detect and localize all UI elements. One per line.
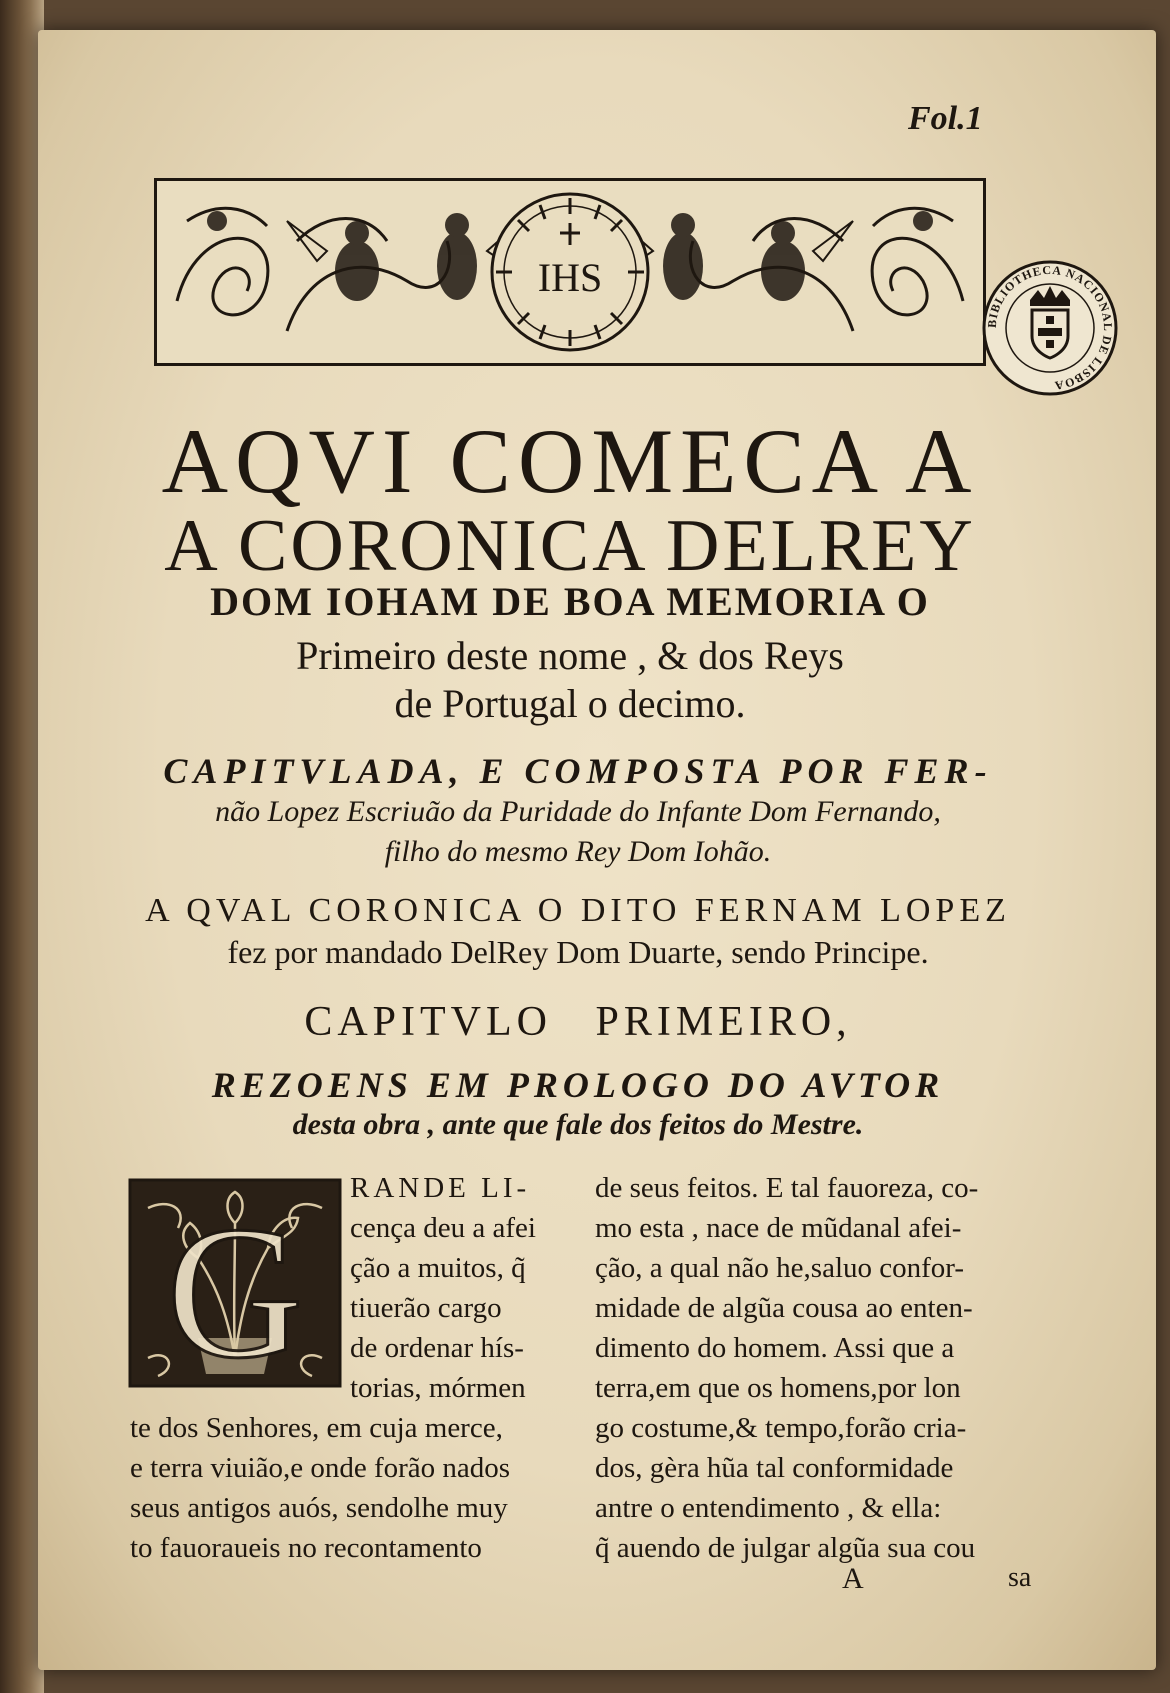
left-col-line-10: to fauoraueis no recontamento <box>130 1532 482 1564</box>
right-col-line-6: terra,em que os homens,por lon <box>595 1372 961 1404</box>
catchword: sa <box>1008 1562 1032 1593</box>
note-line-2: fez por mandado DelRey Dom Duarte, sendo Principe. <box>227 934 929 970</box>
right-col-line-4: midade de algũa cousa ao enten- <box>595 1292 973 1324</box>
left-col-line-2: cença deu a afei <box>350 1212 536 1244</box>
initial-letter: G <box>166 1188 304 1388</box>
right-col-line-10: q̃ auendo de julgar algũa sua cou <box>595 1532 976 1564</box>
signature-mark: A <box>842 1562 864 1595</box>
right-col-line-9: antre o entendimento , & ella: <box>595 1492 942 1524</box>
title-line-3: DOM IOHAM DE BOA MEMORIA O <box>210 579 930 624</box>
left-col-line-4: tiuerão cargo <box>350 1292 502 1324</box>
title-line-2: A CORONICA DELREY <box>164 505 976 587</box>
left-col-line-1: RANDE LI- <box>350 1172 531 1204</box>
right-col-line-8: dos, gèra hũa tal conformidade <box>595 1452 954 1484</box>
chapter-subtitle-2: desta obra , ante que fale dos feitos do Mestre. <box>292 1108 864 1141</box>
chapter-heading: CAPITVLO PRIMEIRO, <box>304 999 852 1045</box>
title-line-1: AQVI COMECA A <box>161 410 979 512</box>
left-col-line-5: de ordenar hís- <box>350 1332 524 1364</box>
right-col-line-7: go costume,& tempo,forão cria- <box>595 1412 967 1444</box>
title-line-5: de Portugal o decimo. <box>394 681 746 726</box>
credit-line-1: CAPITVLADA, E COMPOSTA POR FER- <box>163 751 993 791</box>
stamp-text: BIBLIOTHECA NACIONAL DE LISBOA <box>984 262 1116 393</box>
left-col-line-7: te dos Senhores, em cuja merce, <box>130 1412 503 1444</box>
library-stamp <box>980 258 1120 398</box>
left-col-line-8: e terra viuião,e onde forão nados <box>130 1452 511 1484</box>
right-col-line-2: mo esta , nace de mũdanal afei- <box>595 1212 962 1244</box>
credit-line-3: filho do mesmo Rey Dom Iohão. <box>384 835 772 868</box>
chapter-subtitle-1: REZOENS EM PROLOGO DO AVTOR <box>211 1065 945 1105</box>
decorated-initial <box>128 1178 342 1388</box>
right-col-line-3: ção, a qual não he,saluo confor- <box>595 1252 965 1284</box>
ornamental-headpiece <box>154 178 986 366</box>
folio-number: Fol.1 <box>908 100 983 137</box>
left-col-line-6: torias, mórmen <box>350 1372 526 1404</box>
credit-line-2: não Lopez Escriuão da Puridade do Infante Dom Fernando, <box>215 795 941 828</box>
left-col-line-3: ção a muitos, q̃ <box>350 1252 526 1284</box>
right-col-line-1: de seus feitos. E tal fauoreza, co- <box>595 1172 979 1204</box>
title-line-4: Primeiro deste nome , & dos Reys <box>296 633 844 678</box>
right-col-line-5: dimento do homem. Assi que a <box>595 1332 955 1364</box>
left-col-line-9: seus antigos auós, sendolhe muy <box>130 1492 508 1524</box>
note-line-1: A QVAL CORONICA O DITO FERNAM LOPEZ <box>145 892 1011 929</box>
ihs-monogram: IHS <box>537 255 603 300</box>
